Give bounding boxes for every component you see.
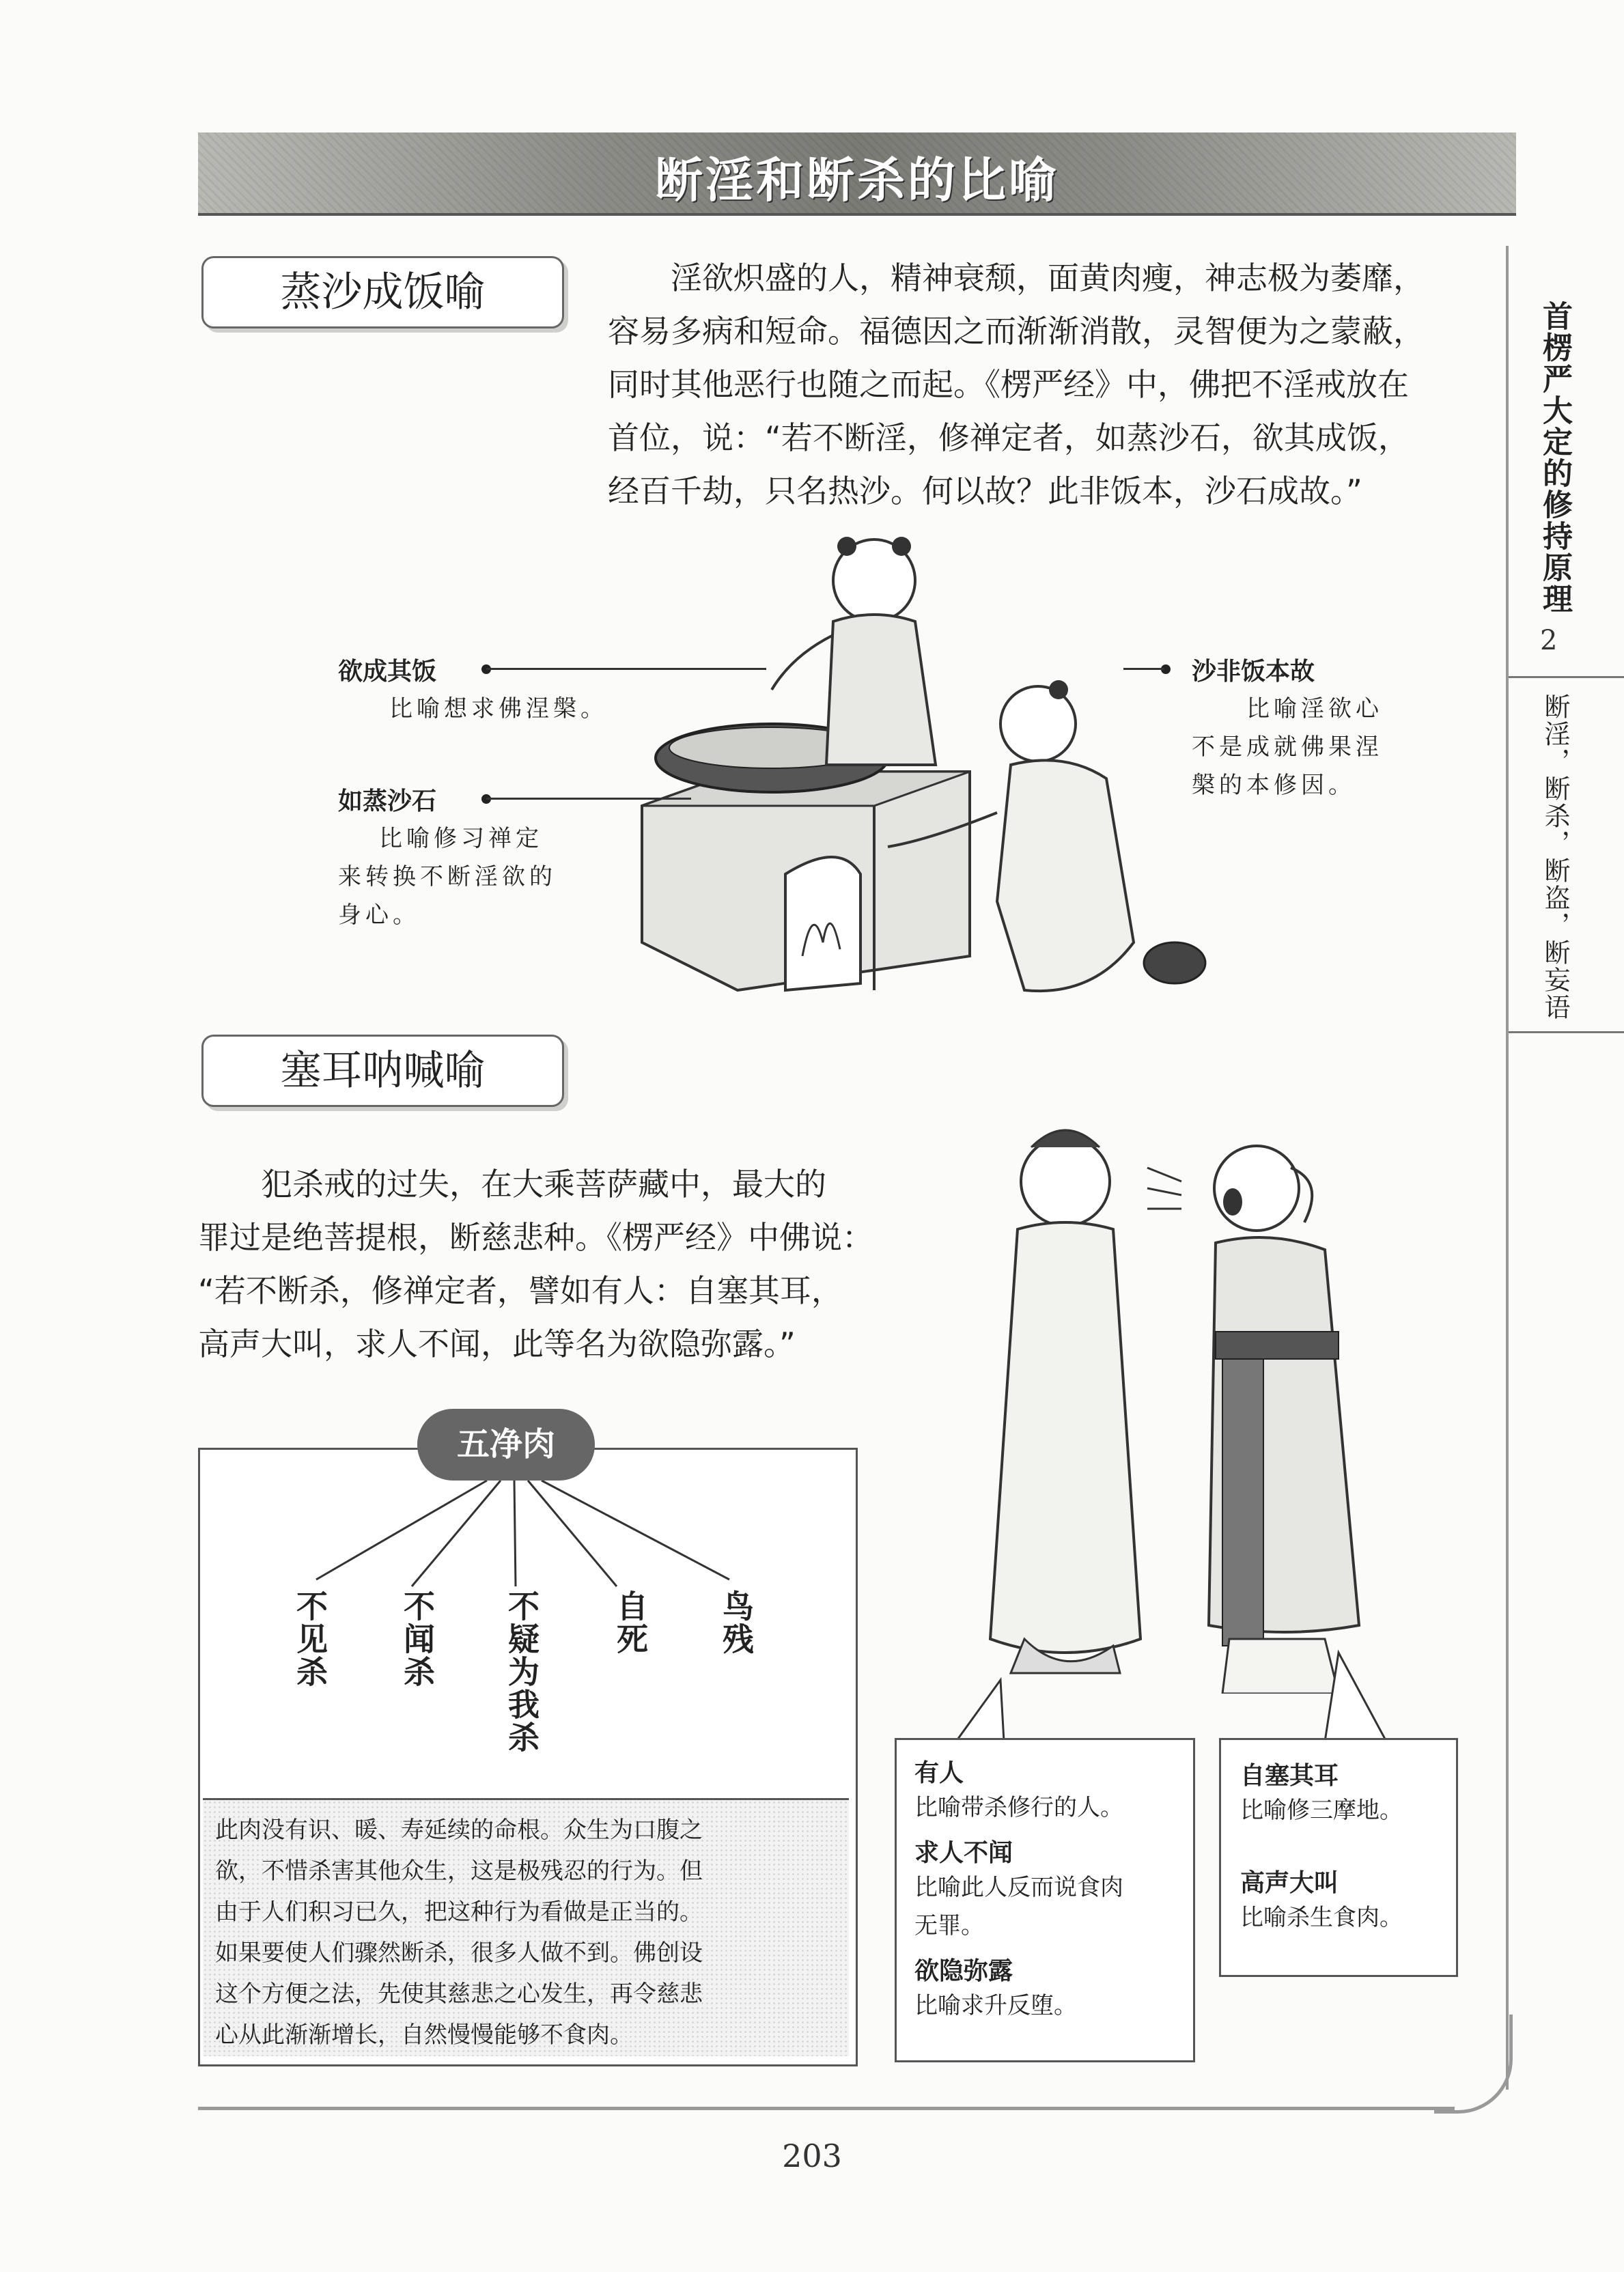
sidebar-rule (1506, 246, 1509, 2090)
shouting-man-head (1214, 1146, 1299, 1231)
shouting-mouth (1223, 1188, 1242, 1216)
annotation-title: 沙非饭本故 (1192, 658, 1315, 686)
stove-illustration (615, 519, 1229, 1045)
callout-desc: 比喻此人反而说食肉 (914, 1874, 1123, 1901)
paragraph-line: 罪过是绝菩提根，断慈悲种。《楞严经》中佛说： (198, 1219, 873, 1256)
callout-desc: 比喻修三摩地。 (1240, 1797, 1403, 1824)
sound-lines (1147, 1168, 1181, 1209)
page-frame-corner (1434, 2015, 1513, 2114)
diagram-root-node: 五净肉 (417, 1409, 595, 1481)
paragraph-line: 淫欲炽盛的人，精神衰颓，面黄肉瘦，神志极为萎靡， (608, 260, 1425, 296)
annotation-desc-line: 比喻淫欲心 (1246, 695, 1383, 723)
kneeling-child-robe (997, 760, 1134, 991)
title-banner (198, 132, 1516, 216)
section-label-shouting: 塞耳呐喊喻 (201, 1035, 564, 1107)
diagram-branch: 自死 (612, 1590, 649, 1655)
callout-desc: 比喻求升反堕。 (914, 1992, 1077, 2019)
callout-title: 欲隐弥露 (914, 1957, 1013, 1985)
annotation-leader-line (486, 798, 691, 800)
five-pure-meats-diagram (198, 1425, 858, 2066)
sidebar-book-title: 首楞严大定的修持原理 (1537, 300, 1572, 615)
note-line: 欲，不惜杀害其他众生，这是极残忍的行为。但 (215, 1857, 703, 1885)
two-men-illustration (942, 1106, 1475, 1694)
annotation-desc-line: 比喻修习禅定 (379, 825, 543, 852)
callout-title: 求人不闻 (914, 1839, 1013, 1867)
diagram-note (203, 1798, 849, 2056)
paragraph-line: 经百千劫，只名热沙。何以故？此非饭本，沙石成故。” (608, 473, 1362, 509)
callout-title: 高声大叫 (1240, 1869, 1339, 1897)
page-number: 203 (782, 2137, 842, 2174)
annotation-desc-line: 来转换不断淫欲的 (338, 863, 557, 890)
paragraph-line: 容易多病和短命。福德因之而渐渐消散，灵智便为之蒙蔽， (608, 313, 1425, 350)
kneeling-child-head (1000, 686, 1076, 761)
sash (1216, 1332, 1339, 1359)
callout-desc: 比喻杀生食肉。 (1240, 1904, 1403, 1931)
diagram-branch: 不疑为我杀 (503, 1590, 540, 1754)
callout-desc: 无罪。 (914, 1912, 984, 1939)
sidebar-divider-bottom (1509, 1031, 1624, 1033)
calm-man-head (1021, 1137, 1110, 1226)
annotation-title: 如蒸沙石 (338, 787, 437, 815)
callout-left (895, 1738, 1195, 2062)
callout-title: 有人 (914, 1759, 964, 1787)
paragraph-line: 同时其他恶行也随之而起。《楞严经》中，佛把不淫戒放在 (608, 366, 1409, 403)
section1-paragraph (608, 251, 1496, 518)
annotation-leader-line (1123, 668, 1164, 670)
note-line: 这个方便之法，先使其慈悲之心发生，再令慈悲 (215, 1980, 703, 2008)
paragraph-line: “若不断杀，修禅定者，譬如有人：自塞其耳， (198, 1272, 843, 1309)
annotation-desc-line: 身心。 (338, 901, 420, 929)
note-line: 心从此渐渐增长，自然慢慢能够不食肉。 (215, 2021, 633, 2049)
diagram-branch: 不见杀 (292, 1590, 328, 1688)
note-line: 此肉没有识、暖、寿延续的命根。众生为口腹之 (215, 1817, 703, 1844)
note-line: 由于人们积习已久，把这种行为看做是正当的。 (215, 1898, 703, 1926)
annotation-desc-line: 不是成就佛果涅 (1192, 733, 1383, 761)
annotation-desc (338, 819, 557, 934)
page-bottom-rule (198, 2107, 1455, 2110)
calm-man-robe (990, 1222, 1140, 1653)
stove-opening (785, 857, 860, 990)
section-label-steaming-sand: 蒸沙成饭喻 (201, 256, 564, 328)
callout-right (1219, 1738, 1458, 1977)
diagram-branch: 鸟残 (718, 1590, 755, 1655)
callout-desc: 比喻带杀修行的人。 (914, 1794, 1123, 1821)
sidebar-chapter-number: 2 (1540, 625, 1558, 656)
paragraph-line: 犯杀戒的过失，在大乘菩萨藏中，最大的 (198, 1166, 826, 1203)
sidebar-section-title: 断淫，断杀，断盗，断妄语 (1540, 693, 1570, 1021)
section2-paragraph (198, 1158, 922, 1371)
annotation-desc: 比喻想求佛涅槃。 (389, 695, 608, 723)
paragraph-line: 高声大叫，求人不闻，此等名为欲隐弥露。” (198, 1326, 796, 1362)
sidebar-divider-top (1509, 676, 1624, 678)
paragraph-line: 首位，说：“若不断淫，修禅定者，如蒸沙石，欲其成饭， (608, 419, 1410, 456)
callout-title: 自塞其耳 (1240, 1762, 1339, 1790)
page-title: 断淫和断杀的比喻 (655, 152, 1059, 208)
annotation-desc-line: 槃的本修因。 (1192, 772, 1356, 799)
child-robe (826, 615, 936, 765)
diagram-branch: 不闻杀 (399, 1590, 436, 1688)
note-line: 如果要使人们骤然断杀，很多人做不到。佛创设 (215, 1939, 703, 1967)
annotation-desc (1192, 690, 1383, 804)
annotation-leader-line (486, 668, 766, 670)
annotation-title: 欲成其饭 (338, 658, 437, 686)
